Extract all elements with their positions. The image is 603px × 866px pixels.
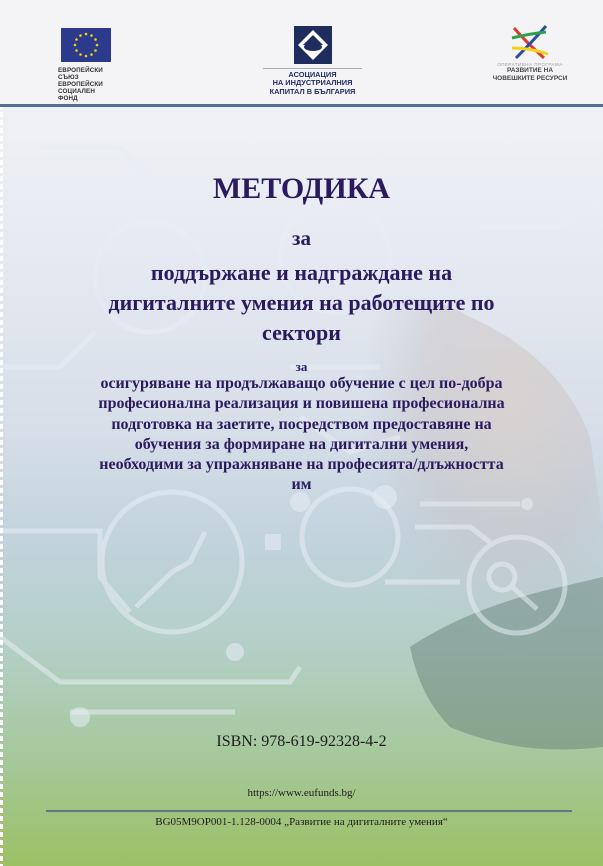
description-connector: за [295,359,308,374]
aik-caption [255,71,370,96]
eu-flag-icon [61,28,111,62]
title-connector: за [292,226,311,250]
eu-caption-line: СОЦИАЛЕН ФОНД [58,88,96,102]
subtitle-line: дигиталните умения на работещите по [108,290,495,315]
op-hrd-logo [490,24,570,83]
document-subtitle [20,258,583,348]
op-hrd-emblem-icon [508,24,552,60]
eu-stars-icon [61,28,111,62]
eu-caption-line: ЕВРОПЕЙСКИ [58,81,103,88]
aik-caption-line: НА ИНДУСТРИАЛНИЯ [272,78,353,88]
eu-caption-line: ЕВРОПЕЙСКИ СЪЮЗ [58,67,103,81]
footer-divider [46,810,572,812]
aik-caption-line: КАПИТАЛ В БЪЛГАРИЯ [269,86,356,96]
description-line: обучения за формиране на дигитални умения, [134,435,469,453]
eufunds-link[interactable]: https://www.eufunds.bg/ [247,787,356,799]
op-hrd-caption [490,62,570,83]
aik-logo [255,26,370,96]
description-line: професионална реализация и повишена професионална [98,395,505,413]
document-description [20,374,583,496]
project-code: BG05M9OP001-1.128-0004 „Развитие на дигиталните умения“ [155,816,448,828]
eu-logo-caption [58,67,113,102]
subtitle-line: сектори [262,320,341,345]
header-divider [0,104,603,107]
op-caption-line: ЧОВЕШКИТЕ РЕСУРСИ [492,75,568,82]
eu-logo [58,28,113,102]
op-small-line: ОПЕРАТИВНА ПРОГРАМА [497,62,563,67]
subtitle-line: поддържане и надграждане на [150,260,453,285]
aik-emblem-icon [293,26,333,64]
op-caption-line: РАЗВИТИЕ НА [506,67,554,74]
description-line: необходими за упражняване на професията/длъжността [99,456,504,474]
aik-divider [263,68,362,69]
aik-caption-line: АСОЦИАЦИЯ [288,70,337,79]
isbn-number: ISBN: 978-619-92328-4-2 [216,733,387,750]
document-title: МЕТОДИКА [212,172,391,205]
description-line: им [291,476,312,494]
logo-header [0,0,603,104]
description-line: осигуряване на продължаващо обучение с цел по-добра [100,375,503,392]
description-line: подготовка на заетите, посредством предоставяне на [111,415,492,433]
